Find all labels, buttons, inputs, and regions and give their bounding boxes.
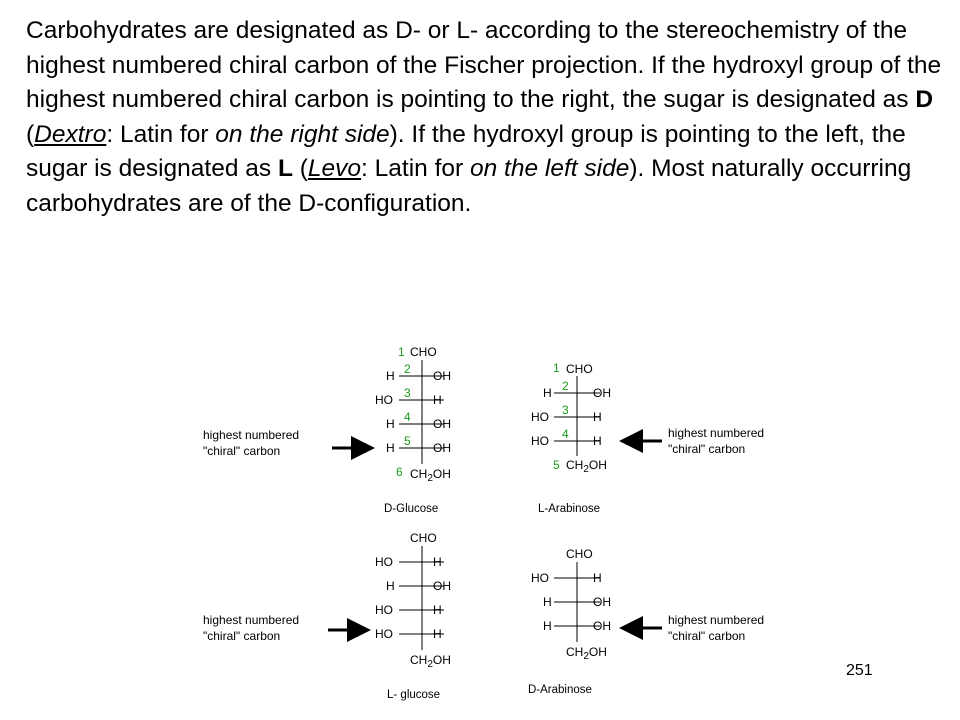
l-arabinose-name: L-Arabinose: [538, 503, 601, 515]
l-glucose-pointer: [203, 613, 368, 643]
h-label: H: [386, 579, 395, 593]
h-label: H: [543, 595, 552, 609]
oh-label: OH: [593, 619, 611, 633]
carbon-number-1: 1: [398, 345, 405, 359]
page-number: 251: [846, 662, 873, 679]
d-glucose-name: D-Glucose: [384, 503, 439, 515]
oh-label: OH: [433, 417, 451, 431]
highest-numbered-label: highest numbered: [668, 613, 765, 627]
h-label: H: [433, 555, 442, 569]
h-label: H: [386, 441, 395, 455]
paragraph-text-6: : Latin for: [361, 155, 470, 182]
carbon-number-6: 6: [396, 465, 403, 479]
oh-label: OH: [433, 579, 451, 593]
d-arabinose-structure: [528, 547, 611, 696]
highest-numbered-label: highest numbered: [668, 426, 765, 440]
oh-label: OH: [433, 369, 451, 383]
chiral-carbon-label: "chiral" carbon: [668, 629, 746, 643]
oh-label: OH: [593, 595, 611, 609]
h-label: H: [433, 603, 442, 617]
d-glucose-pointer: [203, 428, 372, 458]
carbon-number-4: 4: [404, 410, 411, 424]
paragraph-text-1: Carbohydrates are designated as D- or L- according to the stereochemistry of the highest numbered chiral carbon of the Fischer projection. If the hydroxyl group of the highest numbered chiral carbon is pointing to the right, the sugar is designated as: [26, 17, 942, 113]
ch2oh-label: $CH_2OH$: [410, 653, 451, 670]
l-glucose-structure: [375, 531, 451, 701]
cho-label: CHO: [566, 547, 593, 561]
l-arabinose-structure: [531, 361, 611, 515]
dextro-term: Dextro: [34, 120, 107, 148]
d-arabinose-name: D-Arabinose: [528, 684, 592, 696]
right-side-phrase: on the right side: [215, 120, 390, 148]
paragraph-text-4: ). If the hydroxyl group is pointing to the left, the sugar is designated as: [26, 120, 906, 182]
carbon-number-2: 2: [404, 362, 411, 376]
paragraph-text-3: : Latin for: [106, 120, 216, 148]
chiral-carbon-label: "chiral" carbon: [203, 629, 281, 643]
d-glucose-structure: [375, 345, 451, 515]
cho-label: CHO: [410, 531, 437, 545]
oh-label: OH: [593, 386, 611, 400]
h-label: H: [543, 619, 552, 633]
paragraph-text-2: (: [26, 120, 35, 148]
ho-label: HO: [375, 603, 393, 617]
h-label: H: [593, 434, 602, 448]
cho-label: CHO: [566, 362, 593, 376]
carbon-number-4: 4: [562, 427, 569, 441]
h-label: H: [593, 410, 602, 424]
h-label: H: [433, 393, 442, 407]
ch2oh-label: $CH_2OH$: [566, 645, 607, 662]
h-label: H: [593, 571, 602, 585]
ho-label: HO: [531, 410, 549, 424]
ho-label: HO: [531, 434, 549, 448]
highest-numbered-label: highest numbered: [203, 428, 300, 442]
carbon-number-3: 3: [404, 386, 411, 400]
ho-label: HO: [375, 555, 393, 569]
ch2oh-label: $CH_2OH$: [410, 467, 451, 484]
ch2oh-label: $CH_2OH$: [566, 458, 607, 475]
ho-label: HO: [531, 571, 549, 585]
chiral-carbon-label: "chiral" carbon: [203, 444, 281, 458]
highest-numbered-label: highest numbered: [203, 613, 300, 627]
l-letter: L: [277, 155, 293, 182]
carbon-number-3: 3: [562, 403, 569, 417]
h-label: H: [386, 369, 395, 383]
left-side-phrase: on the left side: [470, 155, 630, 182]
oh-label: OH: [433, 441, 451, 455]
carbon-number-5: 5: [553, 458, 560, 472]
carbon-number-5: 5: [404, 434, 411, 448]
carbon-number-1: 1: [553, 361, 560, 375]
h-label: H: [543, 386, 552, 400]
paragraph-text-7: ). Most naturally occurring carbohydrates are of the D-configuration.: [26, 155, 912, 217]
ho-label: HO: [375, 393, 393, 407]
cho-label: CHO: [410, 345, 437, 359]
levo-term: Levo: [307, 155, 362, 182]
h-label: H: [433, 627, 442, 641]
d-arabinose-pointer: [622, 613, 764, 643]
paragraph-text-5: (: [292, 155, 308, 182]
chiral-carbon-label: "chiral" carbon: [668, 442, 746, 456]
l-arabinose-pointer: [622, 426, 764, 456]
h-label: H: [386, 417, 395, 431]
carbon-number-2: 2: [562, 379, 569, 393]
l-glucose-name: L- glucose: [387, 689, 441, 701]
d-letter: D: [915, 86, 934, 113]
ho-label: HO: [375, 627, 393, 641]
